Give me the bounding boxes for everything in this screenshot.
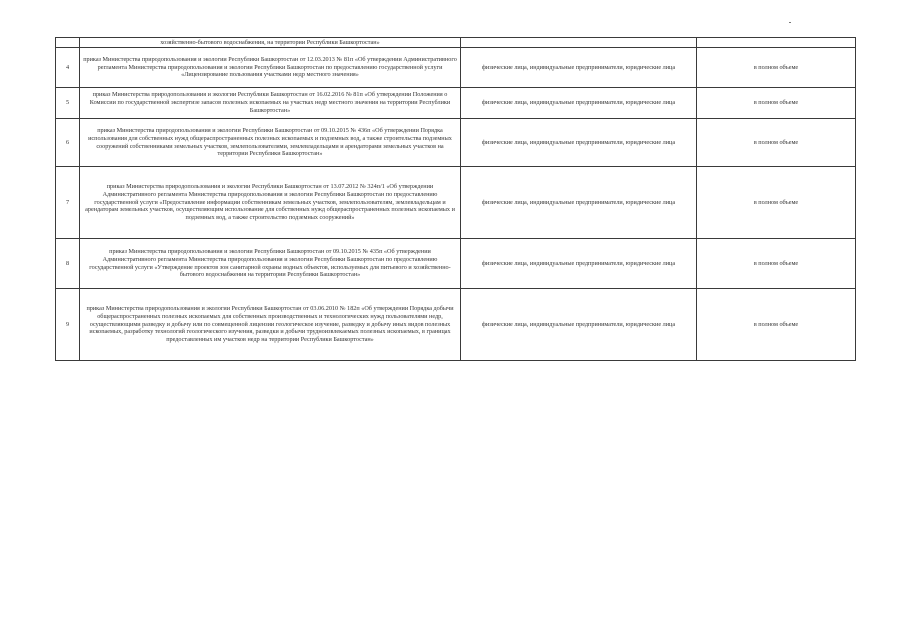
act-text: приказ Министерства природопользования и экологии Республики Башкортостан от 03.06.2010 № 182п «Об утверждении Порядка добычи общераспространенных полезных ископаемых для собственных производственных и технологических нужд пользователями недр, осуществляющими разведку и добычу или по совмещенной лицензии геологическое изучение, разведку и добычу иных видов полезных ископаемых, разработку технологий геологического изучения, разведки и добычи трудноизвлекаемых полезных ископаемых, в границах предоставленных им участков недр на территории Республики Башкортостан» — [80, 289, 461, 361]
subjects-cell: физические лица, индивидуальные предприниматели, юридические лица — [461, 289, 697, 361]
row-number: 7 — [56, 167, 80, 239]
row-number: 4 — [56, 48, 80, 88]
scope-cell: в полном объеме — [697, 88, 856, 119]
scope-cell: в полном объеме — [697, 48, 856, 88]
act-text: приказ Министерства природопользования и экологии Республики Башкортостан от 09.10.2015 № 436п «Об утверждении Порядка использования для собственных нужд общераспространенных полезных ископаемых и подземных вод, а также строительства подземных сооружений собственниками земельных участков, землепользователями, землевладельцами и арендаторами земельных участков на территории Республики Башкортостан» — [80, 119, 461, 167]
subjects-cell: физические лица, индивидуальные предприниматели, юридические лица — [461, 119, 697, 167]
scope-cell — [697, 38, 856, 48]
subjects-cell: физические лица, индивидуальные предприниматели, юридические лица — [461, 167, 697, 239]
row-number: 9 — [56, 289, 80, 361]
row-number: 8 — [56, 239, 80, 289]
subjects-cell — [461, 38, 697, 48]
row-number — [56, 38, 80, 48]
act-text: приказ Министерства природопользования и экологии Республики Башкортостан от 09.10.2015 № 435п «Об утверждении Административного регламента Министерства природопользования и экологии Республики Башкортостан по предоставлению государственной услуги «Утверждение проектов зон санитарной охраны водных объектов, используемых для питьевого и хозяйственно-бытового водоснабжения на территории Республики Башкортостан» — [80, 239, 461, 289]
scope-cell: в полном объеме — [697, 239, 856, 289]
row-number: 5 — [56, 88, 80, 119]
scan-speck — [789, 22, 791, 23]
table-row — [56, 239, 856, 289]
row-number: 6 — [56, 119, 80, 167]
subjects-cell: физические лица, индивидуальные предприниматели, юридические лица — [461, 48, 697, 88]
regulations-table — [55, 37, 856, 361]
act-text: приказ Министерства природопользования и экологии Республики Башкортостан от 12.03.2013 № 81п «Об утверждении Административного регламента Министерства природопользования и экологии Республики Башкортостан по предоставлению государственной услуги «Лицензирование пользования участками недр местного значения» — [80, 48, 461, 88]
scope-cell: в полном объеме — [697, 289, 856, 361]
table-row — [56, 48, 856, 88]
table-row — [56, 167, 856, 239]
act-text: приказ Министерства природопользования и экологии Республики Башкортостан от 16.02.2016 № 81п «Об утверждении Положения о Комиссии по государственной экспертизе запасов полезных ископаемых на участках недр местного значения на территории Республики Башкортостан» — [80, 88, 461, 119]
table-row — [56, 119, 856, 167]
scope-cell: в полном объеме — [697, 167, 856, 239]
subjects-cell: физические лица, индивидуальные предприниматели, юридические лица — [461, 239, 697, 289]
subjects-cell: физические лица, индивидуальные предприниматели, юридические лица — [461, 88, 697, 119]
table-row-continuation — [56, 38, 856, 48]
act-text: приказ Министерства природопользования и экологии Республики Башкортостан от 13.07.2012 № 324п/1 «Об утверждении Административного регламента Министерства природопользования и экологии Республики Башкортостан по предоставлению государственной услуги «Предоставление информации собственникам земельных участков, землепользователям, землевладельцам и арендаторам земельных участков, осуществляющим использование для собственных нужд общераспространенных полезных ископаемых и подземных вод, а также строительство подземных сооружений» — [80, 167, 461, 239]
table-row — [56, 88, 856, 119]
scope-cell: в полном объеме — [697, 119, 856, 167]
table-row — [56, 289, 856, 361]
act-text: хозяйственно-бытового водоснабжения, на территории Республики Башкортостан» — [80, 38, 461, 48]
